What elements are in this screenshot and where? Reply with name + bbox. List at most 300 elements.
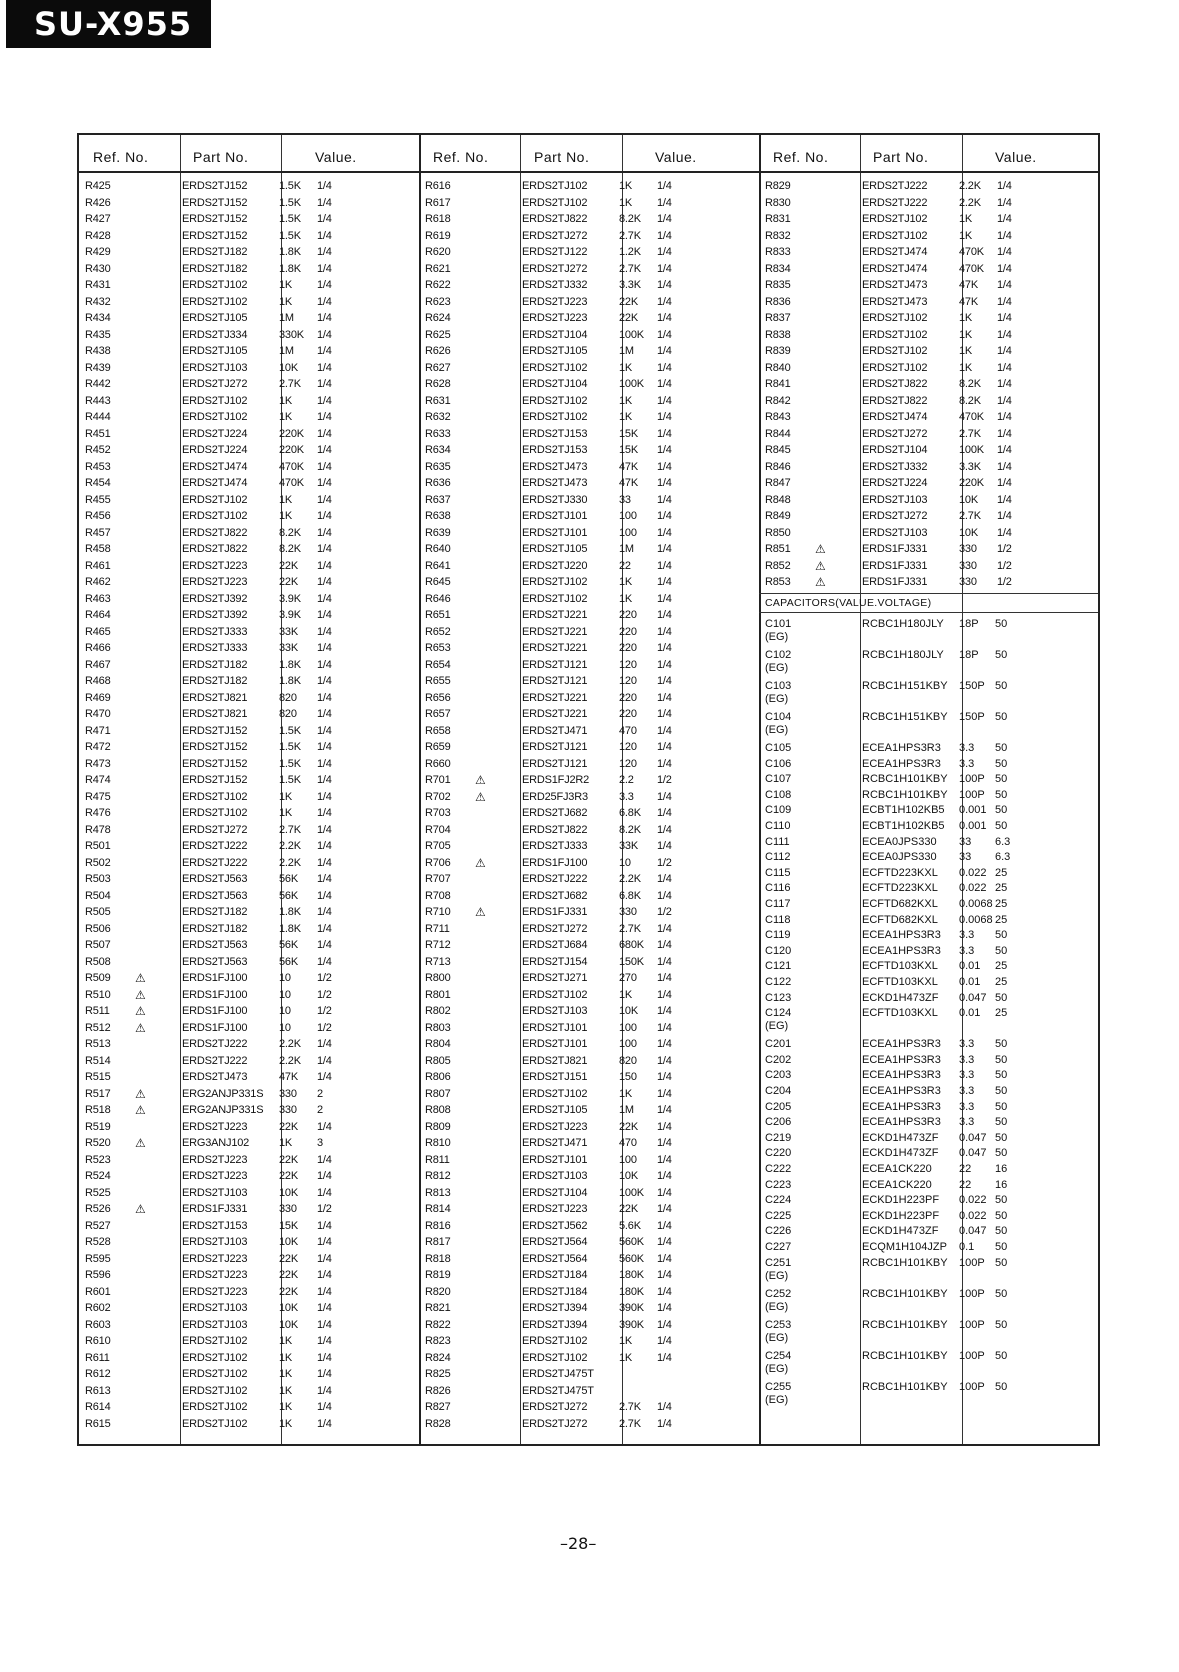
value: 2.7K: [279, 378, 301, 390]
part-no: RCBC1H101KBY: [862, 1349, 948, 1362]
ref-no: R835: [765, 279, 791, 291]
rating: 1/4: [657, 279, 672, 291]
ref-no: R505: [85, 906, 111, 918]
ref-no: R651: [425, 609, 451, 621]
rating: 1/4: [657, 576, 672, 588]
ref-no: R850: [765, 526, 791, 539]
value: 22K: [279, 1269, 298, 1281]
voltage: 50: [995, 991, 1008, 1004]
safety-warning-icon: ⚠: [475, 789, 486, 804]
part-row: [85, 1234, 415, 1251]
part-no: ERDS2TJ152: [182, 757, 248, 770]
ref-no: R833: [765, 246, 791, 258]
value: 0.047: [959, 1147, 987, 1160]
rating: 1/4: [317, 642, 332, 654]
value: 1K: [279, 1384, 293, 1397]
part-row: [85, 475, 415, 492]
ref-no: R806: [425, 1071, 451, 1083]
ref-no: C110: [765, 820, 791, 832]
rating: 1/4: [657, 1203, 672, 1215]
ref-no: R830: [765, 196, 791, 209]
ref-no: R474: [85, 774, 111, 786]
part-no: ERDS2TJ473: [522, 460, 588, 473]
rating: 1/4: [317, 1252, 332, 1265]
ref-no: R640: [425, 543, 451, 555]
region-code: (EG): [765, 1331, 789, 1344]
capacitor-row: [765, 1037, 1095, 1051]
part-no: ECBT1H102KB5: [862, 820, 945, 832]
part-no: ERDS2TJ105: [182, 345, 248, 357]
value: 1K: [959, 345, 973, 357]
part-row: [85, 1152, 415, 1169]
value: 1K: [619, 988, 633, 1001]
value: 8.2K: [619, 823, 641, 836]
region-code: (EG): [765, 1269, 789, 1282]
value: 100: [619, 1038, 637, 1050]
part-row: [85, 211, 415, 228]
ref-no: C124: [765, 1007, 792, 1020]
ref-no: C105: [765, 742, 792, 754]
part-row: [425, 1300, 755, 1317]
part-no: ERDS2TJ682: [522, 807, 588, 819]
part-no: ECKD1H473ZF: [862, 1131, 939, 1144]
rating: 1/4: [997, 427, 1012, 440]
ref-no: C203: [765, 1069, 792, 1082]
part-no: ERDS2TJ221: [522, 625, 588, 638]
voltage: 50: [995, 929, 1008, 942]
safety-warning-icon: ⚠: [475, 773, 486, 787]
value: 330: [279, 1087, 297, 1100]
rating: 1/4: [657, 939, 672, 951]
ref-no: R434: [85, 312, 111, 324]
value: 150K: [619, 955, 644, 968]
value: 1K: [619, 196, 633, 209]
part-row: [85, 343, 415, 360]
ref-no: C222: [765, 1163, 792, 1175]
voltage: 50: [995, 1085, 1008, 1097]
part-no: ERDS2TJ222: [862, 180, 928, 192]
ref-no: R464: [85, 609, 111, 621]
part-row: [425, 211, 755, 228]
part-no: ERDS2TJ223: [182, 1153, 248, 1166]
value: 1K: [619, 394, 633, 407]
rating: 1/4: [657, 1170, 672, 1182]
ref-no: R615: [85, 1417, 111, 1430]
capacitor-row: [765, 741, 1095, 755]
part-row: [85, 1003, 415, 1020]
value: 330: [279, 1104, 297, 1116]
rating: 1/4: [997, 361, 1012, 374]
part-no: ERDS2TJ394: [522, 1302, 588, 1314]
value: 1K: [959, 328, 973, 341]
rating: 1/4: [317, 1335, 332, 1347]
capacitor-row: [765, 1068, 1095, 1082]
value: 1K: [959, 213, 973, 225]
part-row: [425, 1234, 755, 1251]
part-no: ERDS2TJ102: [522, 1351, 588, 1364]
part-no: ERDS2TJ102: [182, 1401, 248, 1413]
value: 1K: [279, 295, 293, 308]
value: 22K: [619, 312, 638, 324]
ref-no: R824: [425, 1351, 451, 1364]
voltage: 50: [995, 1100, 1008, 1113]
part-row: [85, 987, 415, 1004]
ref-no: C251: [765, 1256, 792, 1269]
capacitor-row: [765, 1318, 1095, 1332]
part-no: ERDS2TJ102: [522, 592, 588, 605]
value: 330: [959, 576, 977, 588]
ref-no: R826: [425, 1384, 451, 1397]
rating: 1/4: [657, 394, 672, 407]
part-row: [425, 327, 755, 344]
ref-no: R805: [425, 1054, 451, 1067]
voltage: 50: [995, 1131, 1008, 1144]
rating: 1/4: [317, 1038, 332, 1050]
part-row: [425, 178, 755, 195]
value: 2.7K: [619, 262, 641, 275]
rating: 1/4: [657, 972, 672, 984]
value: 22K: [619, 1120, 638, 1133]
ref-no: R631: [425, 394, 451, 407]
ref-no: R852: [765, 559, 791, 572]
rating: 1/4: [657, 1252, 672, 1265]
ref-no: C117: [765, 898, 791, 910]
header-ref: Ref. No.: [773, 149, 829, 165]
ref-no: C201: [765, 1038, 792, 1051]
value: 330: [959, 543, 977, 555]
rating: 1/4: [657, 741, 672, 753]
ref-no: C223: [765, 1178, 792, 1191]
ref-no: R461: [85, 559, 111, 572]
ref-no: C106: [765, 757, 792, 770]
part-no: ERDS2TJ564: [522, 1252, 588, 1265]
ref-no: R622: [425, 279, 451, 291]
value: 100P: [959, 1256, 985, 1269]
part-row: [85, 723, 415, 740]
value: 0.01: [959, 976, 981, 988]
ref-no: C109: [765, 804, 792, 817]
part-row: [765, 327, 1095, 344]
part-no: ECFTD223KXL: [862, 866, 938, 879]
part-no: ERDS2TJ103: [182, 1318, 248, 1331]
part-no: ERDS2TJ105: [182, 312, 248, 324]
value: 1K: [279, 510, 293, 522]
ref-no: R470: [85, 708, 111, 720]
voltage: 50: [995, 788, 1008, 801]
ref-no: R510: [85, 988, 111, 1001]
part-no: ERDS2TJ564: [522, 1236, 588, 1248]
safety-warning-icon: ⚠: [815, 558, 826, 573]
voltage: 6.3: [995, 835, 1011, 848]
part-no: ERDS2TJ152: [182, 741, 248, 753]
ref-no: R429: [85, 246, 111, 258]
part-no: ERDS2TJ333: [522, 840, 588, 852]
part-no: ERG2ANJP331S: [182, 1087, 264, 1100]
part-row: [765, 261, 1095, 278]
region-code: (EG): [765, 724, 789, 736]
capacitor-row: [765, 991, 1095, 1005]
rating: 1/4: [997, 444, 1012, 456]
capacitor-row: [765, 897, 1095, 911]
rating: 1/4: [657, 1318, 672, 1331]
rating: 1/4: [317, 1285, 332, 1298]
value: 1K: [619, 1335, 633, 1347]
rating: 1/4: [997, 180, 1012, 192]
value: 2.2K: [959, 180, 981, 192]
part-no: ERDS2TJ223: [522, 1120, 588, 1133]
region-code: (EG): [765, 693, 789, 705]
part-no: ERDS2TJ475T: [522, 1368, 594, 1380]
part-no: ERDS2TJ223: [182, 559, 248, 572]
ref-no: R820: [425, 1285, 451, 1298]
value: 10K: [279, 1318, 298, 1331]
value: 1.5K: [279, 180, 301, 192]
ref-no: R616: [425, 180, 451, 192]
part-no: ERDS2TJ223: [182, 1120, 248, 1133]
rating: 1/4: [317, 1401, 332, 1413]
ref-no: R817: [425, 1236, 451, 1248]
part-no: ECKD1H473ZF: [862, 991, 939, 1004]
value: 10: [279, 988, 291, 1001]
ref-no: R476: [85, 807, 111, 819]
value: 100P: [959, 1287, 985, 1300]
part-row: [765, 475, 1095, 492]
rating: 1/4: [657, 1153, 672, 1166]
part-no: ERDS2TJ272: [182, 378, 248, 390]
value: 0.0068: [959, 913, 993, 926]
header-value: Value.: [995, 149, 1037, 165]
region-code: (EG): [765, 1362, 789, 1375]
ref-no: R519: [85, 1120, 111, 1133]
rating: 1/4: [317, 741, 332, 753]
value: 8.2K: [279, 526, 301, 539]
value: 1K: [279, 1401, 293, 1413]
voltage: 50: [995, 1241, 1008, 1253]
part-row: [85, 1416, 415, 1433]
value: 1K: [619, 1351, 633, 1364]
part-no: ERDS2TJ821: [522, 1054, 588, 1067]
part-no: ERDS2TJ102: [182, 394, 248, 407]
part-row: [85, 1036, 415, 1053]
part-row: [765, 492, 1095, 509]
ref-no: R455: [85, 493, 111, 506]
value: 47K: [279, 1071, 298, 1083]
value: 100: [619, 510, 637, 522]
part-row: [85, 178, 415, 195]
value: 100K: [619, 1186, 644, 1199]
rating: 1/2: [317, 1005, 332, 1017]
ref-no: R839: [765, 345, 791, 357]
part-no: ERDS2TJ121: [522, 757, 588, 770]
ref-no: C119: [765, 929, 791, 942]
value: 1K: [959, 229, 973, 242]
part-no: ERDS2TJ102: [522, 411, 588, 423]
rating: 1/4: [657, 658, 672, 671]
ref-no: C219: [765, 1131, 792, 1144]
voltage: 50: [995, 944, 1008, 957]
rating: 1/4: [657, 1137, 672, 1149]
rating: 1/2: [997, 576, 1012, 588]
ref-no: R435: [85, 328, 111, 341]
part-no: ERDS1FJ2R2: [522, 774, 590, 786]
part-row: [425, 475, 755, 492]
part-row: [85, 1251, 415, 1268]
part-no: ERDS2TJ103: [182, 1302, 248, 1314]
ref-no: R427: [85, 213, 111, 225]
rating: 1/4: [657, 642, 672, 654]
voltage: 50: [995, 1256, 1008, 1269]
part-row: [425, 1119, 755, 1136]
rating: 1/4: [317, 774, 332, 786]
part-row: [85, 805, 415, 822]
ref-no: R456: [85, 510, 111, 522]
part-no: ERDS2TJ152: [182, 774, 248, 786]
part-row: [85, 1185, 415, 1202]
rating: 1/4: [657, 757, 672, 770]
part-row: [425, 739, 755, 756]
rating: 1/4: [657, 312, 672, 324]
part-no: ECFTD682KXL: [862, 913, 938, 926]
value: 33K: [279, 642, 298, 654]
value: 2.2K: [279, 840, 301, 852]
value: 1.8K: [279, 246, 301, 258]
part-no: ERDS2TJ271: [522, 972, 588, 984]
rating: 1/4: [657, 1236, 672, 1248]
value: 560K: [619, 1236, 644, 1248]
ref-no: R653: [425, 642, 451, 654]
part-row: [85, 855, 415, 872]
part-no: ERDS2TJ121: [522, 675, 588, 687]
part-row: [765, 558, 1095, 575]
part-no: ERDS2TJ394: [522, 1318, 588, 1331]
part-no: ERDS2TJ334: [182, 328, 248, 341]
rating: 1/4: [317, 411, 332, 423]
part-no: ECKD1H473ZF: [862, 1147, 939, 1160]
part-row: [425, 723, 755, 740]
rating: 1/4: [317, 576, 332, 588]
ref-no: R618: [425, 213, 451, 225]
part-no: ERDS2TJ223: [182, 1252, 248, 1265]
voltage: 50: [995, 757, 1008, 770]
part-row: [85, 657, 415, 674]
value: 0.01: [959, 1007, 981, 1020]
part-no: ERDS2TJ182: [182, 906, 248, 918]
safety-warning-icon: ⚠: [475, 855, 486, 870]
part-no: ERDS2TJ222: [182, 1054, 248, 1067]
part-no: ERDS2TJ105: [522, 543, 588, 555]
region-code: (EG): [765, 1300, 789, 1313]
ref-no: R442: [85, 378, 111, 390]
rating: 1/4: [657, 1054, 672, 1067]
rating: 1/4: [997, 312, 1012, 324]
capacitor-row: [765, 1084, 1095, 1098]
ref-no: R853: [765, 576, 791, 588]
value: 1K: [959, 361, 973, 374]
part-no: ERDS2TJ153: [522, 427, 588, 440]
part-no: ERDS2TJ102: [182, 279, 248, 291]
rating: 1/4: [657, 378, 672, 390]
value: 22K: [279, 1285, 298, 1298]
part-no: ERDS2TJ184: [522, 1285, 588, 1298]
ref-no: R840: [765, 361, 791, 374]
ref-no: R710: [425, 906, 451, 918]
part-no: ERDS2TJ102: [182, 1417, 248, 1430]
rating: 1/4: [317, 361, 332, 374]
value: 2.7K: [959, 510, 981, 522]
rating: 1/4: [997, 229, 1012, 242]
part-row: [765, 442, 1095, 459]
part-row: [425, 442, 755, 459]
part-row: [85, 277, 415, 294]
value: 3.3: [959, 944, 975, 957]
voltage: 50: [995, 1349, 1008, 1362]
value: 0.047: [959, 991, 987, 1004]
part-no: ECBT1H102KB5: [862, 804, 945, 817]
part-no: ERDS2TJ272: [522, 1417, 588, 1430]
ref-no: C227: [765, 1241, 792, 1253]
rating: 1/4: [657, 262, 672, 275]
ref-no: C112: [765, 851, 791, 864]
part-row: [425, 310, 755, 327]
rating: 1/4: [317, 757, 332, 770]
ref-no: R827: [425, 1401, 451, 1413]
value: 0.001: [959, 804, 987, 817]
part-row: [425, 987, 755, 1004]
ref-no: R807: [425, 1087, 451, 1100]
part-no: ERDS2TJ220: [522, 559, 588, 572]
ref-no: R596: [85, 1269, 111, 1281]
part-no: ERDS2TJ822: [182, 543, 248, 555]
ref-no: R627: [425, 361, 451, 374]
value: 22K: [279, 1170, 298, 1182]
part-row: [425, 1069, 755, 1086]
rating: 1/4: [657, 213, 672, 225]
value: 0.0068: [959, 898, 993, 910]
part-row: [85, 541, 415, 558]
capacitor-row: [765, 1115, 1095, 1129]
ref-no: R595: [85, 1252, 111, 1265]
ref-no: R635: [425, 460, 451, 473]
rating: 1/4: [657, 1021, 672, 1034]
ref-no: R708: [425, 889, 451, 902]
value: 0.022: [959, 882, 987, 895]
part-no: ECEA1HPS3R3: [862, 1085, 941, 1097]
part-row: [85, 1119, 415, 1136]
rating: 1/4: [317, 1170, 332, 1182]
ref-no: R457: [85, 526, 111, 539]
ref-no: R848: [765, 493, 791, 506]
value: 820: [279, 708, 297, 720]
part-no: ERDS2TJ101: [522, 526, 588, 539]
part-no: ERDS2TJ332: [862, 460, 928, 473]
ref-no: R822: [425, 1318, 451, 1331]
value: 1.5K: [279, 196, 301, 209]
part-row: [765, 343, 1095, 360]
rating: 1/4: [997, 196, 1012, 209]
part-row: [425, 525, 755, 542]
rating: 1/4: [997, 262, 1012, 275]
part-row: [425, 1020, 755, 1037]
safety-warning-icon: ⚠: [135, 971, 146, 985]
value: 100P: [959, 788, 985, 801]
part-row: [425, 508, 755, 525]
part-row: [425, 343, 755, 360]
ref-no: R804: [425, 1038, 451, 1050]
capacitor-row: [765, 788, 1095, 802]
part-row: [85, 574, 415, 591]
value: 100K: [619, 378, 644, 390]
part-row: [85, 426, 415, 443]
